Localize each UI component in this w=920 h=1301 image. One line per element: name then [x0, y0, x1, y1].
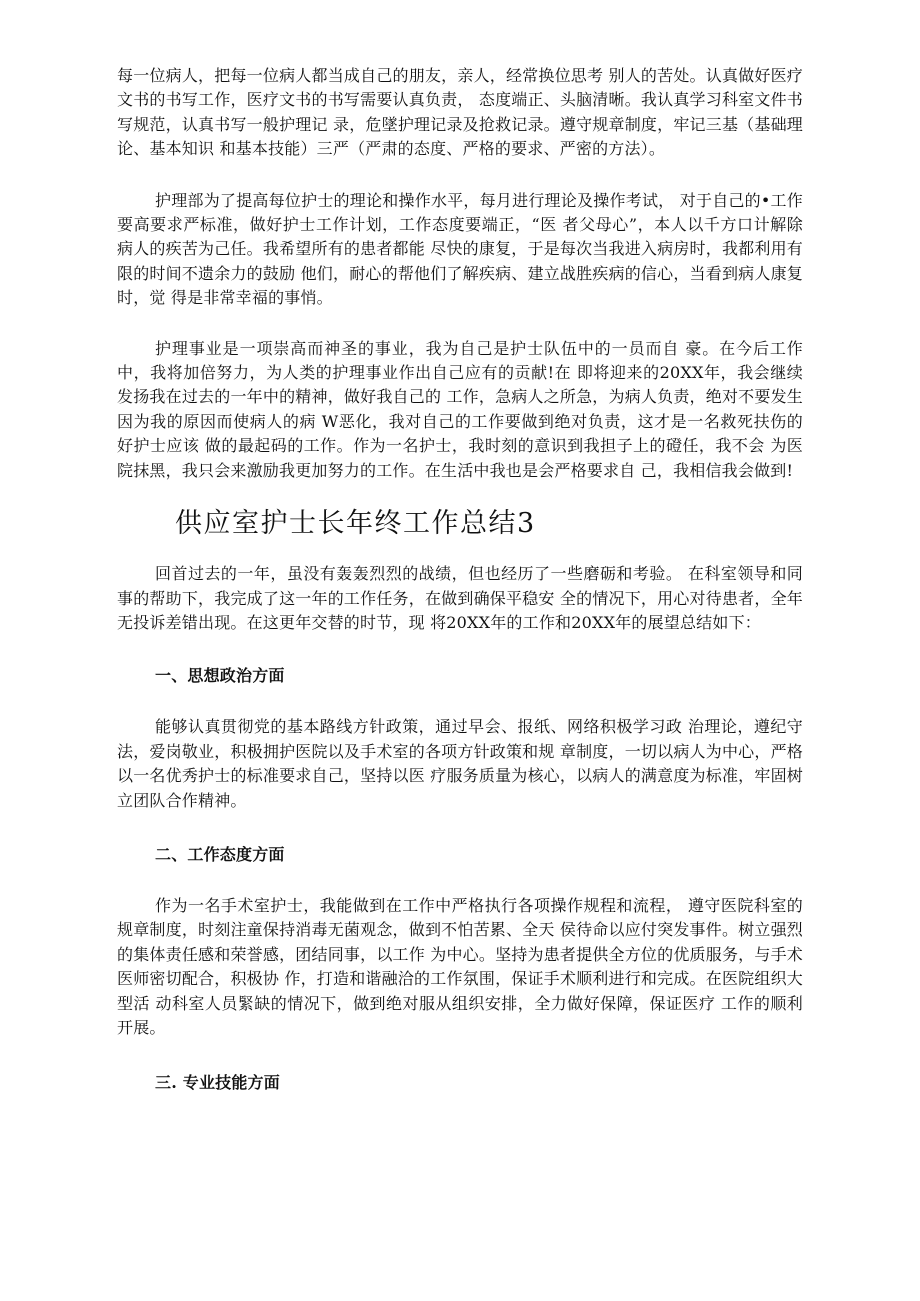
paragraph-nursing-career: 护理事业是一项崇高而神圣的事业，我为自己是护士队伍中的一员而自 豪。在今后工作中，我将加倍努力，为人类的护理事业作出自己应有的贡献!在 即将迎来的20XX年，我会继续发扬我在过去的一年中的精神，做好我自己的 工作，急病人之所急，为病人负责，绝对不要发生因为我的原因而使病人的病 W恶化，我对自己的工作要做到绝对负责，这才是一名救死扶伤的好护士应该 做的最起码的工作。作为一名护士，我时刻的意识到我担子上的磴任，我不会 为医院抹黑，我只会来激励我更加努力的工作。在生活中我也是会严格要求自 己，我相信我会做到!	[117, 338, 803, 480]
document-title: 供应室护士长年终工作总结3	[175, 508, 536, 540]
paragraph-attitude: 作为一名手术室护士，我能做到在工作中严格执行各项操作规程和流程， 遵守医院科室的规章制度，时刻注童保持消毒无菌观念，做到不怕苦累、全天 侯待命以应付突发事件。树立强烈的集体责任感和荣誉感，团结同事，以工作 为中心。坚持为患者提供全方位的优质服务，与手术医师密切配合，积极协 作，打造和谐融洽的工作氛围，保证手术顺利进行和完成。在医院组织大型活 动科室人员緊缺的情况下，做到绝对服从组织安排，全力做好保障，保证医疗 工作的顺利开展。	[117, 895, 803, 1037]
paragraph-continuation: 每一位病人，把每一位病人都当成自己的朋友，亲人，经常换位思考 别人的苦处。认真做好医疗文书的书写工作，医疗文书的书写需要认真负责， 态度端正、头脑清晰。我认真学习科室文件书写规范，认真书写一般护理记 录，危墜护理记录及抢救记录。遵守规章制度，牢记三基（基础理论、基本知识 和基本技能）三严（严肃的态度、严格的要求、严密的方法）。	[117, 66, 803, 159]
paragraph-nursing-exams: 护理部为了提高每位护士的理论和操作水平，每月进行理论及操作考试， 对于自己的•工作要高要求严标准，做好护士工作计划，工作态度要端正，“医 者父母心”，本人以千方口计解除病人的疾苦为己任。我希望所有的患者都能 尽快的康复，于是每次当我进入病房时，我都利用有限的时间不遗余力的鼓励 他们，耐心的帮他们了解疾病、建立战胜疾病的信心，当看到病人康复时，觉 得是非常幸福的事悄。	[117, 190, 803, 308]
paragraph-intro: 回首过去的一年，虽没有轰轰烈烈的战绩，但也经历了一些磨砺和考验。 在科室领导和同事的帮助下，我完成了这一年的工作任务，在做到确保平稳安 全的情况下，用心对待患者，全年无投诉差错出现。在这更年交替的时节，现 将20XX年的工作和20XX年的展望总结如下：	[117, 564, 803, 632]
section-heading-political: 一、思想政治方面	[155, 666, 285, 686]
paragraph-political: 能够认真贯彻党的基本路线方针政策，通过早会、报纸、网络积极学习政 治理论，遵纪守法，爱岗敬业，积极拥护医院以及手术室的各项方针政策和规 章制度，一切以病人为中心，严格以一名优秀护士的标准要求自己，坚持以医 疗服务质量为核心，以病人的满意度为标准，牢固树立团队合作精神。	[117, 717, 803, 810]
section-heading-attitude: 二、工作态度方面	[155, 844, 285, 864]
document-page	[117, 64, 803, 1095]
section-heading-skills: 三. 专业技能方面	[155, 1073, 280, 1093]
